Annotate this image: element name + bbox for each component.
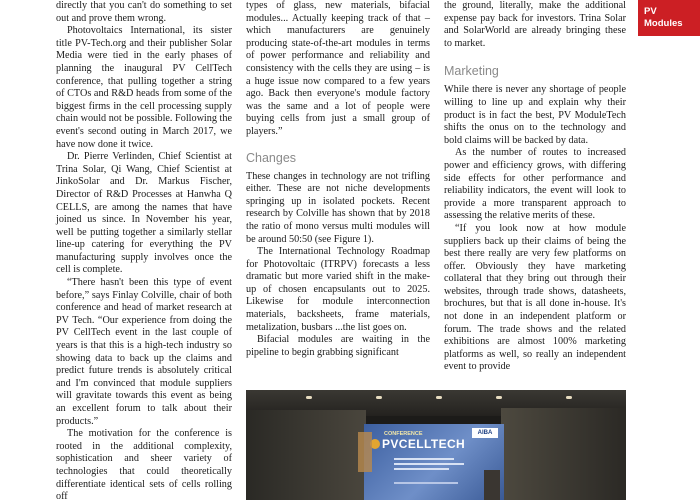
column-1 [56, 0, 232, 504]
column-2 [246, 0, 430, 359]
section-tab [638, 0, 700, 36]
photo-wall-left [246, 410, 366, 500]
screen-text-line [394, 458, 454, 460]
ceiling-light [306, 396, 312, 399]
ceiling-light [566, 396, 572, 399]
ceiling-light [376, 396, 382, 399]
paragraph: types of glass, new materials, bifacial modules... Actually keeping track of that – which manufacturers are genuinely producing state-of-the-art modules in terms of power performance and reliability and consistency with the cells they are using – is a huge issue now compared to a few years ago. Back then everyone's module factory was the same and a lot of people were buying cells from just a small group of players.” [246, 0, 430, 137]
ceiling-light [436, 396, 442, 399]
screen-text-line [394, 463, 464, 465]
podium [484, 470, 500, 500]
screen-title-large: PVCELLTECH [382, 437, 466, 451]
screen-title-small: CONFERENCE [384, 431, 423, 437]
paragraph: the ground, literally, make the additional expense pay back for investors. Trina Solar and SolarWorld are already bringing these to market. [444, 0, 626, 49]
paragraph: Dr. Pierre Verlinden, Chief Scientist at Trina Solar, Qi Wang, Chief Scientist at JinkoSolar and Dr. Markus Fischer, Director of R&D Processes at Hanwha Q CELLS, are among the names that have joined us since. In November his year, well be putting together a similarly stellar line-up catering for everything the PV manufacturing supply involves once the cell is complete. [56, 151, 232, 276]
paragraph: While there is never any shortage of people willing to line up and explain why their product is in fact the best, PV ModuleTech shifts the onus on to the technology and bold claims will be backed by data. [444, 84, 626, 146]
section-heading-marketing: Marketing [444, 64, 499, 79]
ceiling-light [496, 396, 502, 399]
screen-badge: AIBA [472, 428, 498, 438]
paragraph: The International Technology Roadmap for Photovoltaic (ITRPV) forecasts a less dramatic but more varied shift in the make-up of chosen encapsulants out to 2025. Likewise for module interconnection materials, backsheets, frame materials, metalization, busbars ...the list goes on. [246, 246, 430, 333]
projection-screen [364, 424, 504, 500]
screen-text-line [394, 468, 449, 470]
paragraph: “There hasn't been this type of event before,” says Finlay Colville, chair of both conference and head of market research at PV Tech. “Our experience from doing the PV CellTech event in the last couple of years is that this is a high-tech industry so showing data to back up the claims and predict future trends is absolutely critical and I'm convinced that module suppliers will gravitate towards this event as being an excellent forum to talk about their products.” [56, 277, 232, 427]
paragraph: Photovoltaics International, its sister title PV-Tech.org and their publisher Solar Media were tied in the early phases of planning the inaugural PV CellTech conference, that pulling together a string of CTOs and R&D heads from some of the biggest firms in the cell processing supply chain would not be possible. Following the event's second outing in March 2017, we have now done it twice. [56, 25, 232, 150]
paragraph: Bifacial modules are waiting in the pipeline to begin grabbing significant [246, 334, 430, 358]
conference-photo [246, 390, 626, 500]
paragraph: These changes in technology are not trifling either. These are not niche developments springing up in isolated pockets. Recent research by Colville has shown that by 2018 the ratio of mono versus multi modules will be around 50:50 (see Figure 1). [246, 170, 430, 245]
section-tab-line1: PV [644, 6, 657, 17]
photo-wall-right [501, 408, 626, 500]
paragraph: The motivation for the conference is rooted in the additional complexity, sophistication and sheer variety of technologies that could theoretically differentiate identical sets of cells rolling off [56, 428, 232, 503]
paragraph: As the number of routes to increased power and efficiency grows, with differing side effects for other performance and reliability indicators, the event will look to provide a more transparent approach to assessing the relative merits of these. [444, 147, 626, 222]
paragraph: “If you look now at how module suppliers back up their claims of being the best there really are very few platforms on offer. Obviously they have marketing collateral that they bring out through their websites, through trade shows, datasheets, brochures, but that is all done in-house. It's not done in an independent platform or forum. The trade shows and the related exhibitions are almost 100% marketing platforms as well, so really an independent event to provide [444, 222, 626, 373]
column-3 [444, 0, 626, 374]
screen-text-line [394, 482, 458, 484]
section-heading-changes: Changes [246, 150, 297, 165]
section-tab-line2: Modules [644, 17, 683, 29]
paragraph: directly that you can't do something to set out and prove them wrong. [56, 0, 232, 24]
tower-graphic [358, 432, 372, 472]
